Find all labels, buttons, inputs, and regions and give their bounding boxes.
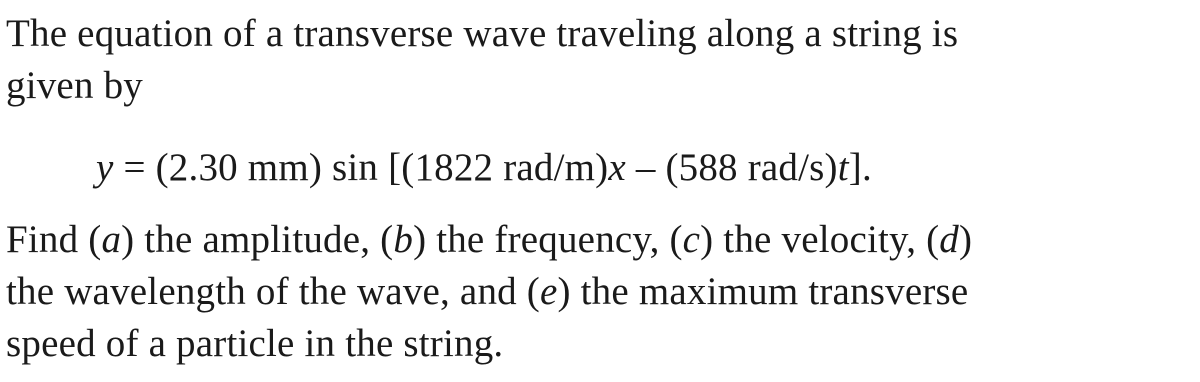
q-letter-d: d — [939, 218, 959, 261]
equation-part-2: – (588 rad/s) — [625, 146, 838, 189]
q1-text-e: ) — [959, 218, 973, 261]
wave-equation — [96, 142, 872, 194]
q1-text-a: Find ( — [6, 218, 102, 261]
q1-text-b: ) the amplitude, ( — [121, 218, 394, 261]
question-line-2 — [6, 266, 968, 318]
q-letter-a: a — [101, 218, 122, 261]
q1-text-c: ) the frequency, ( — [413, 218, 683, 261]
equation-var-y: y — [96, 146, 114, 189]
q-letter-b: b — [393, 218, 414, 261]
q2-text-b: ) the maximum transverse — [557, 270, 969, 313]
equation-var-x: x — [608, 146, 626, 189]
q2-text-a: the wavelength of the wave, and ( — [6, 270, 540, 313]
question-line-3: speed of a particle in the string. — [6, 322, 504, 365]
equation-part-3: ]. — [848, 146, 872, 189]
intro-line-1: The equation of a transverse wave traveling along a string is — [6, 12, 959, 55]
intro-line-2: given by — [6, 64, 143, 107]
equation-var-t: t — [837, 146, 849, 189]
q-letter-e: e — [539, 270, 558, 313]
question-line-1 — [6, 214, 972, 266]
q1-text-d: ) the velocity, ( — [700, 218, 940, 261]
equation-part-1: = (2.30 mm) sin [(1822 rad/m) — [113, 146, 609, 189]
q-letter-c: c — [682, 218, 701, 261]
